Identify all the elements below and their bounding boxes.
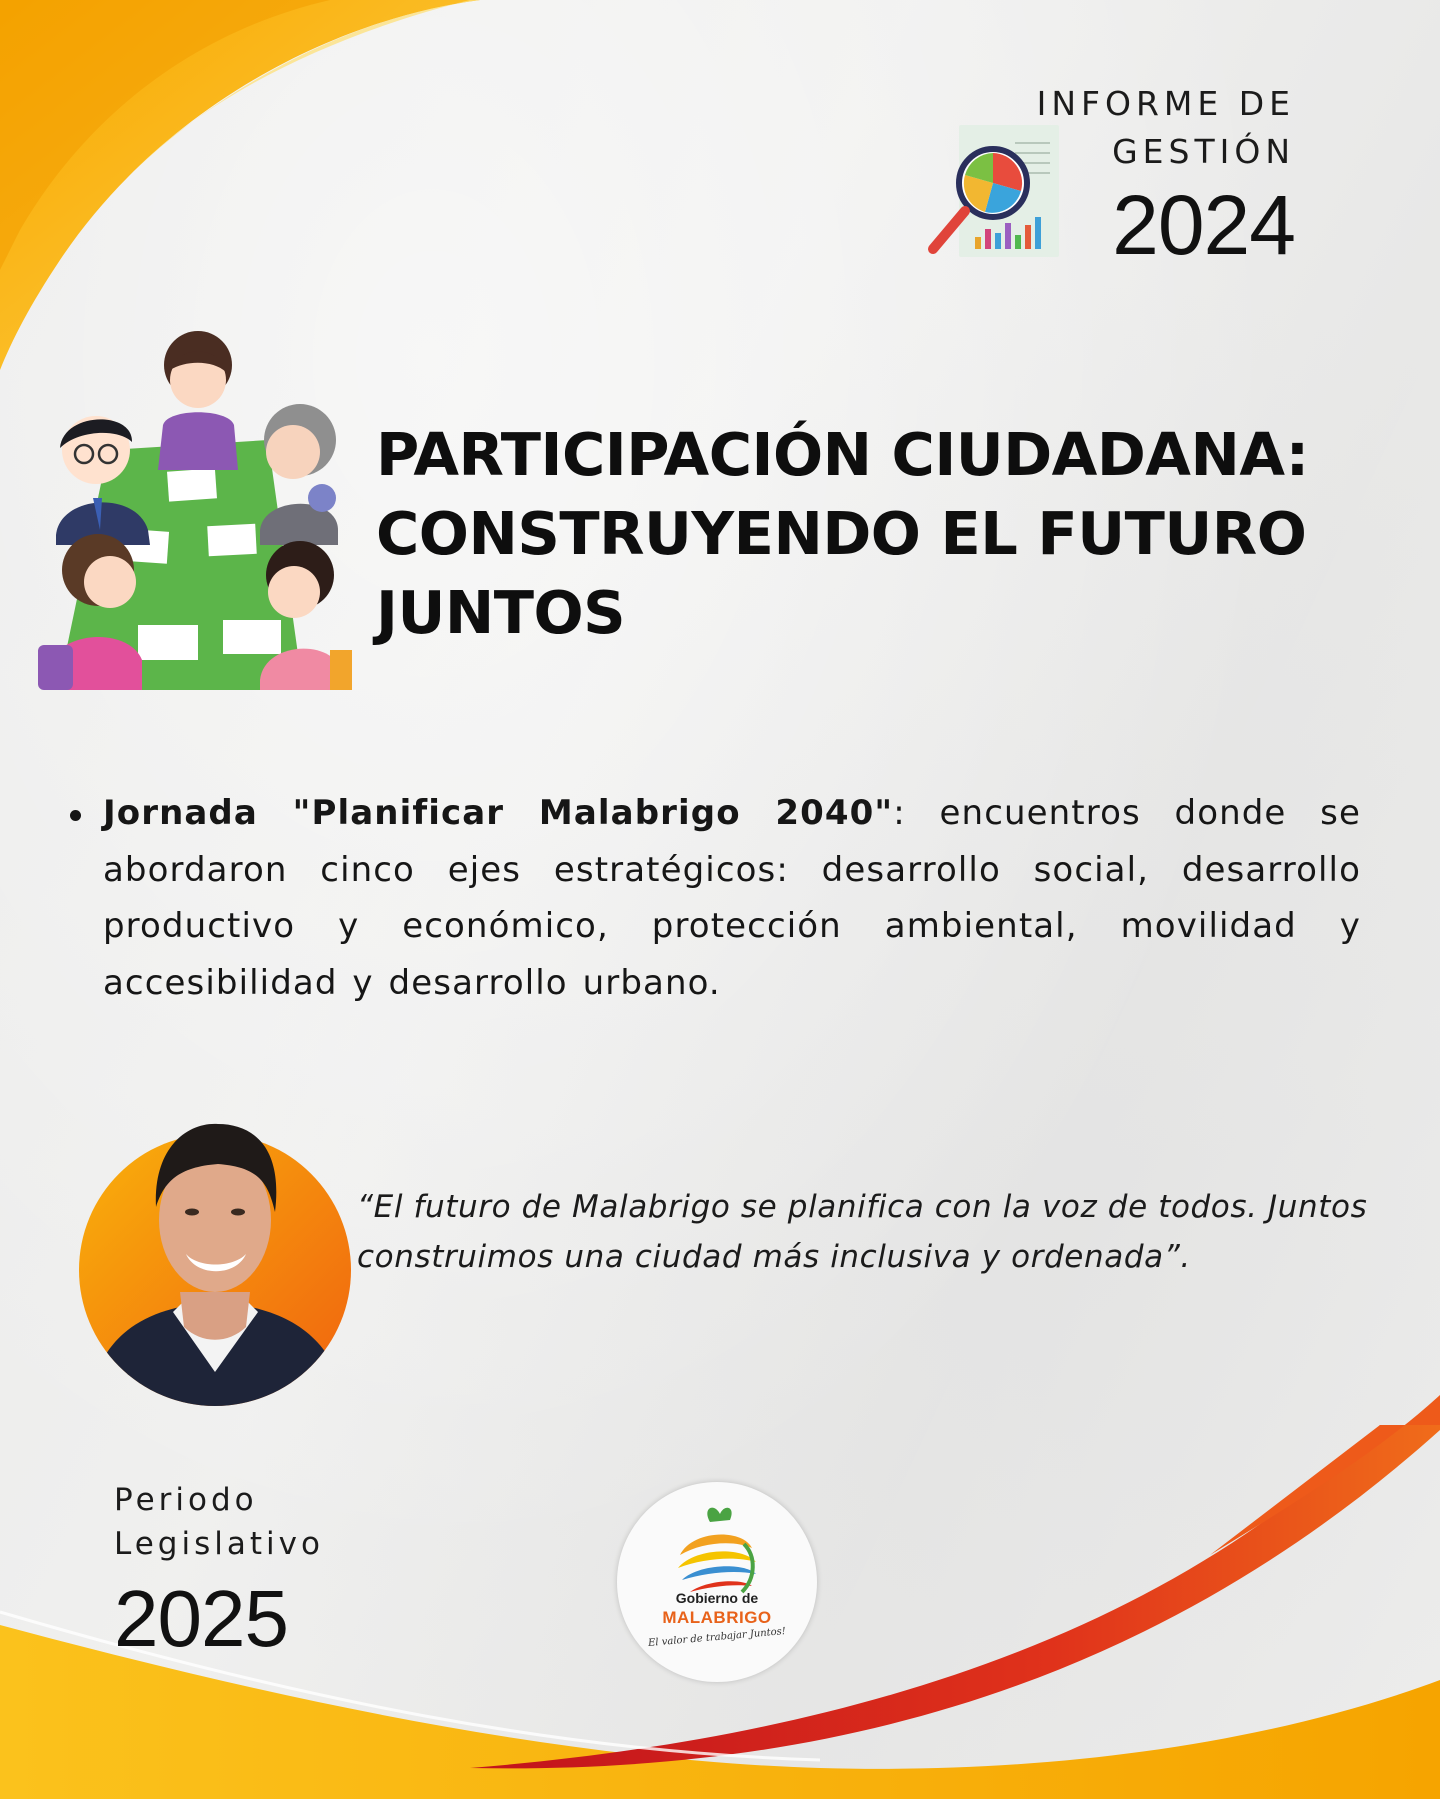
- bullet-list: [64, 785, 1361, 1011]
- logo-emblem-icon: [672, 1500, 762, 1600]
- page-title: [376, 415, 1406, 652]
- list-item: [64, 785, 1361, 1011]
- bullet-highlight: Jornada "Planificar Malabrigo 2040": [103, 793, 894, 833]
- page-title-line3: JUNTOS: [376, 578, 626, 647]
- period-block: [114, 1478, 324, 1662]
- bullet-text: : encuentros donde se abordaron cinco ejes estratégicos: desarrollo social, desarrollo productivo y económico, protección ambiental, movilidad y accesibilidad y desarrollo urbano.: [103, 793, 1361, 1003]
- report-year: 2024: [1112, 178, 1295, 272]
- period-year: 2025: [114, 1574, 288, 1663]
- meeting-people-illustration: [38, 330, 368, 695]
- quote-text: “El futuro de Malabrigo se planifica con la voz de todos. Juntos construimos una ciudad más inclusiva y ordenada”.: [357, 1189, 1368, 1275]
- malabrigo-logo: [617, 1482, 817, 1682]
- bullet-dot: [70, 810, 81, 821]
- official-portrait: [78, 1112, 358, 1407]
- logo-text-line1: Gobierno de: [675, 1590, 759, 1606]
- logo-text-line2: MALABRIGO: [662, 1608, 772, 1627]
- period-label: Periodo Legislativo: [114, 1482, 324, 1562]
- report-title-line2: GESTIÓN: [1112, 132, 1295, 171]
- page-title-line1: PARTICIPACIÓN CIUDADANA:: [376, 420, 1309, 489]
- report-title-line1: INFORME DE: [1036, 84, 1295, 123]
- report-title: [1037, 80, 1295, 176]
- logo-slogan: El valor de trabajar Juntos!: [647, 1625, 787, 1650]
- report-header: [925, 80, 1295, 270]
- page-title-line2: CONSTRUYENDO EL FUTURO: [376, 499, 1307, 568]
- magnifier-chart-icon: [925, 125, 1060, 265]
